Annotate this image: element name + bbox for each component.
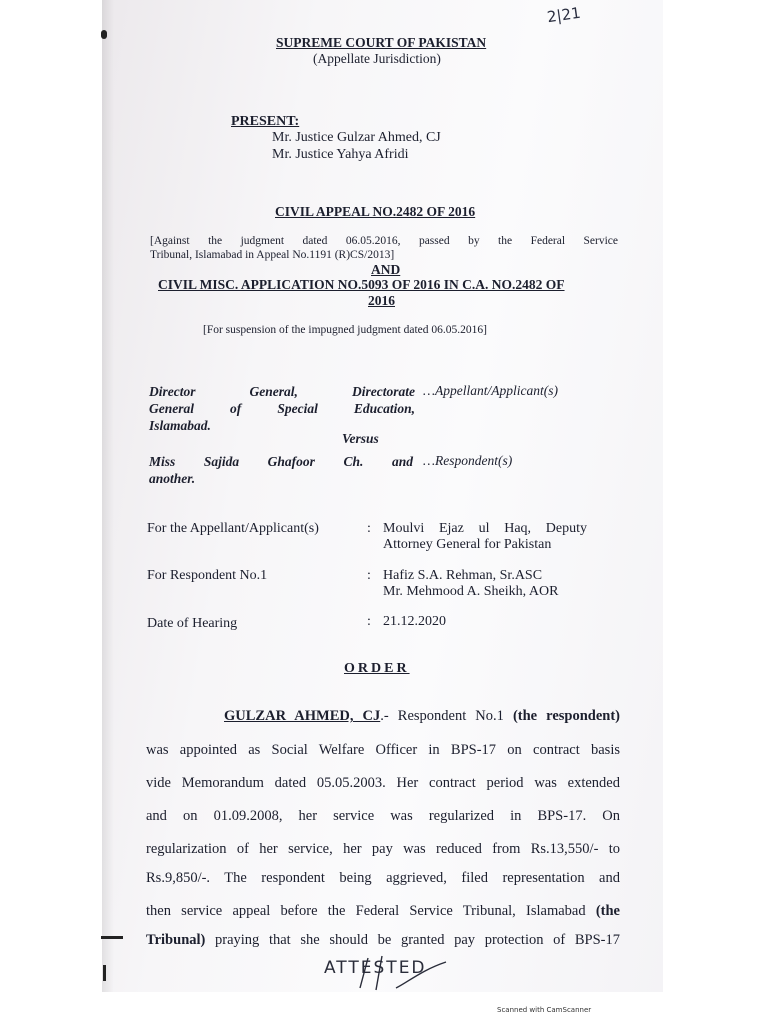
tribunal-definition-start: (the (595, 903, 620, 919)
hearing-date-value: 21.12.2020 (383, 614, 446, 629)
counsel-respondent-line-2: Mr. Mehmood A. Sheikh, AOR (383, 584, 559, 599)
cma-title-line-1: CIVIL MISC. APPLICATION NO.5093 OF 2016 IN C.A. NO.2482 OF (158, 277, 565, 292)
court-title: SUPREME COURT OF PAKISTAN (276, 35, 487, 50)
binding-hole-mark (101, 30, 107, 39)
order-paragraph-line: Rs.9,850/-. The respondent being aggrieved, filed representation and (146, 870, 620, 886)
judge-2: Mr. Justice Yahya Afridi (272, 147, 409, 162)
judge-1: Mr. Justice Gulzar Ahmed, CJ (272, 130, 441, 145)
margin-dash-mark (101, 936, 123, 939)
counsel-appellant-line-1: Moulvi Ejaz ul Haq, Deputy (383, 521, 587, 536)
margin-tick-mark (103, 965, 106, 981)
order-paragraph-line: vide Memorandum dated 05.05.2003. Her contract period was extended (146, 775, 620, 791)
against-note-line-1: [Against the judgment dated 06.05.2016, passed by the Federal Service (150, 235, 618, 247)
scanner-footer: Scanned with CamScanner (497, 1006, 592, 1014)
counsel-respondent-line-1: Hafiz S.A. Rehman, Sr.ASC (383, 568, 543, 583)
order-line-text: praying that she should be granted pay protection of BPS-17 (205, 932, 620, 948)
appellant-line: Director General, Directorate (149, 384, 415, 399)
counsel-label-respondent: For Respondent No.1 (147, 568, 268, 583)
counsel-separator: : (367, 568, 371, 583)
hearing-date-label: Date of Hearing (147, 616, 238, 631)
respondent-party (149, 453, 413, 487)
cma-title-line-2: 2016 (368, 293, 395, 308)
appellant-line: Islamabad. (149, 418, 211, 433)
signature-scribble (338, 952, 458, 992)
counsel-label-appellant: For the Appellant/Applicant(s) (147, 521, 319, 536)
against-note-line-2: Tribunal, Islamabad in Appeal No.1191 (R)CS/2013] (150, 249, 395, 261)
court-subtitle: (Appellate Jurisdiction) (313, 51, 441, 66)
respondent-line: another. (149, 471, 196, 486)
counsel-separator: : (367, 521, 371, 536)
order-paragraph-line-1 (224, 700, 620, 734)
page-number: 2|21 (545, 3, 582, 27)
counsel-appellant-line-2: Attorney General for Pakistan (383, 537, 552, 552)
order-author: GULZAR AHMED, CJ (224, 708, 381, 724)
suspension-note: [For suspension of the impugned judgment dated 06.05.2016] (203, 324, 487, 336)
appellant-party (149, 383, 415, 434)
appellant-line: General of Special Education, (149, 401, 415, 416)
order-paragraph-line: was appointed as Social Welfare Officer in BPS-17 on contract basis (146, 742, 620, 758)
versus-label: Versus (342, 431, 379, 446)
attested-stamp: ATTESTED (324, 958, 427, 978)
and-conjunction: AND (371, 262, 401, 277)
document-page (102, 0, 663, 992)
order-paragraph-line: and on 01.09.2008, her service was regularized in BPS-17. On (146, 808, 620, 824)
counsel-separator: : (367, 614, 371, 629)
appellant-role: …Appellant/Applicant(s) (423, 383, 558, 398)
present-label: PRESENT: (231, 114, 300, 129)
order-line-text: then service appeal before the Federal Service Tribunal, Islamabad (146, 903, 596, 919)
appeal-title: CIVIL APPEAL NO.2482 OF 2016 (275, 204, 476, 219)
respondent-role: …Respondent(s) (423, 453, 513, 468)
respondent-definition: (the respondent) (512, 708, 620, 724)
order-first-line-text: .- Respondent No.1 (380, 708, 513, 724)
respondent-line: Miss Sajida Ghafoor Ch. and (149, 454, 413, 469)
tribunal-definition-end: Tribunal) (146, 932, 206, 948)
order-heading: ORDER (344, 661, 410, 676)
order-paragraph-line: regularization of her service, her pay was reduced from Rs.13,550/- to (146, 841, 620, 857)
